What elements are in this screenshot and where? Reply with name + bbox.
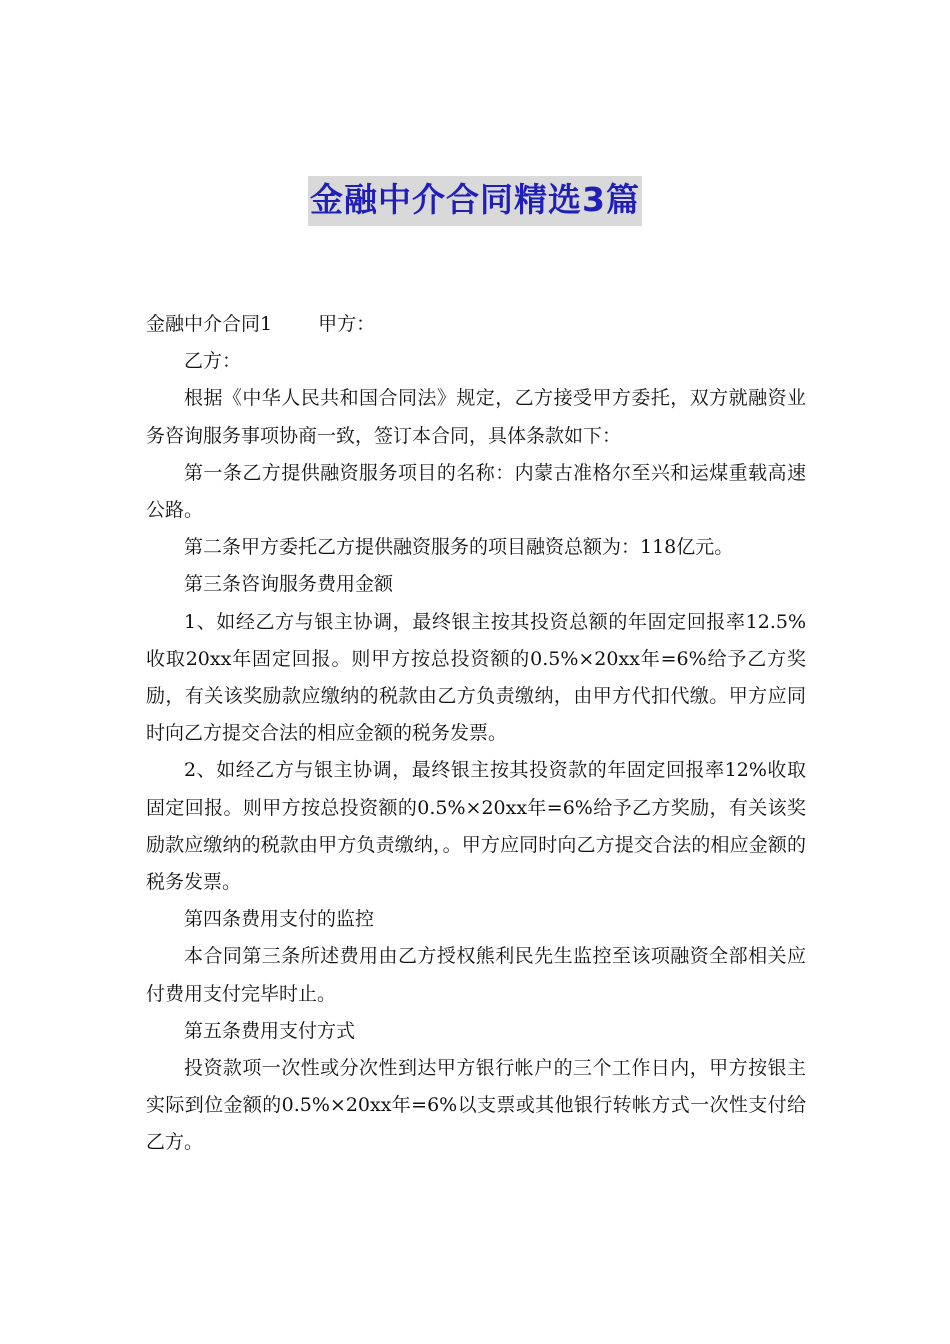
paragraph-article-1: 第一条乙方提供融资服务项目的名称：内蒙古准格尔至兴和运煤重载高速公路。	[146, 461, 806, 522]
paragraph-article-4-heading: 第四条费用支付的监控	[184, 908, 375, 931]
paragraph-party-b: 乙方：	[184, 350, 242, 373]
title-container	[0, 176, 950, 226]
party-a-label: 甲方：	[318, 313, 376, 335]
paragraph-preamble: 根据《中华人民共和国合同法》规定，乙方接受甲方委托，双方就融资业务咨询服务事项协商一致，签订本合同，具体条款如下：	[146, 387, 806, 447]
paragraph-article-5-heading: 第五条费用支付方式	[184, 1019, 356, 1042]
paragraph-article-3-item-1: 1、如经乙方与银主协调，最终银主按其投资总额的年固定回报率12.5%收取20xx年固定回报。则甲方按总投资额的0.5%×20xx年=6%给予乙方奖励，有关该奖励款应缴纳的税款由乙方负责缴纳，由甲方代扣代缴。甲方应同时向乙方提交合法的相应金额的税务发票。	[146, 610, 806, 745]
contract-heading: 金融中介合同1	[146, 313, 273, 335]
document-body	[146, 306, 806, 1162]
paragraph-article-5-body: 投资款项一次性或分次性到达甲方银行帐户的三个工作日内，甲方按银主实际到位金额的0.5%×20xx年=6%以支票或其他银行转帐方式一次性支付给乙方。	[146, 1057, 806, 1154]
paragraph-article-3-item-2: 2、如经乙方与银主协调，最终银主按其投资款的年固定回报率12%收取固定回报。则甲方按总投资额的0.5%×20xx年=6%给予乙方奖励，有关该奖励款应缴纳的税款由甲方负责缴纳，。甲方应同时向乙方提交合法的相应金额的税务发票。	[146, 759, 806, 894]
document-title: 金融中介合同精选3篇	[308, 176, 642, 226]
intro-line	[146, 306, 806, 343]
paragraph-article-3-heading: 第三条咨询服务费用金额	[184, 573, 394, 596]
paragraph-article-2: 第二条甲方委托乙方提供融资服务的项目融资总额为：118亿元。	[184, 536, 734, 559]
paragraph-article-4-body: 本合同第三条所述费用由乙方授权熊利民先生监控至该项融资全部相关应付费用支付完毕时止。	[146, 945, 806, 1005]
